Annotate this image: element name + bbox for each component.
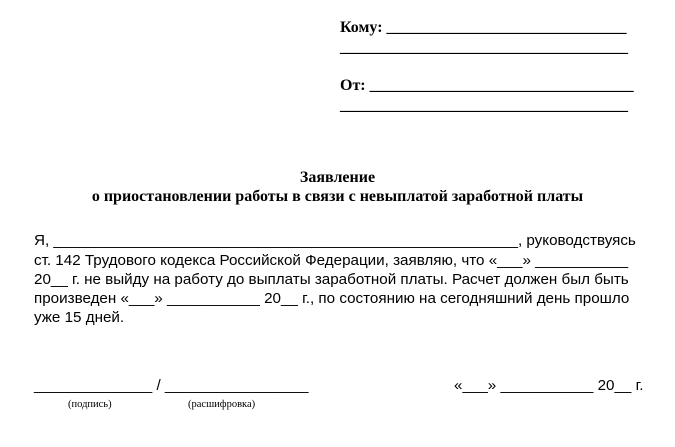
signature-caption: (подпись)	[68, 399, 112, 410]
document-title: Заявление	[299, 169, 376, 186]
body-line-5: уже 15 дней.	[34, 309, 125, 326]
from-line-continuation: ____________________________________	[340, 97, 628, 114]
signature-date: «___» ___________ 20__ г.	[454, 377, 644, 394]
from-line: От: _________________________________	[340, 77, 634, 94]
document-subtitle: о приостановлении работы в связи с невыплатой заработной платы	[91, 188, 584, 205]
body-line-1: Я, _______________________________________________________, руководствуясь	[34, 232, 636, 249]
signature-line: ______________ / _________________	[34, 377, 309, 394]
to-line-continuation: ____________________________________	[340, 39, 628, 56]
body-line-4: произведен «___» ___________ 20__ г., по состоянию на сегодняшний день прошло	[34, 290, 630, 307]
to-line: Кому: ______________________________	[340, 19, 627, 36]
body-line-3: 20__ г. не выйду на работу до выплаты заработной платы. Расчет должен был быть	[34, 271, 629, 288]
decoding-caption: (расшифровка)	[188, 399, 256, 410]
body-line-2: ст. 142 Трудового кодекса Российской Федерации, заявляю, что «___» ___________	[34, 252, 629, 269]
